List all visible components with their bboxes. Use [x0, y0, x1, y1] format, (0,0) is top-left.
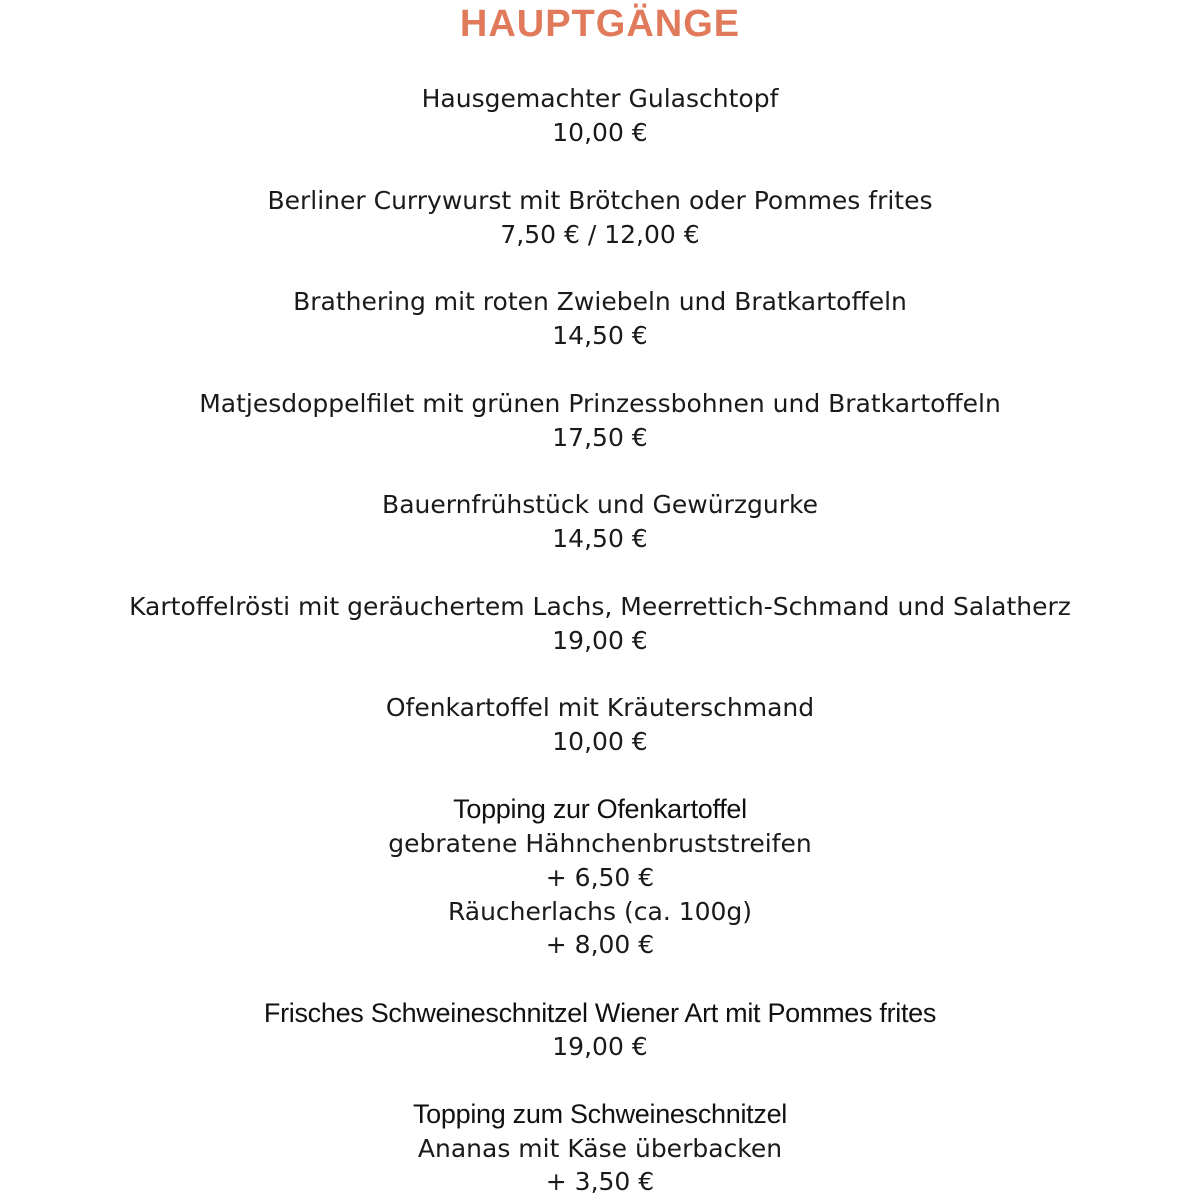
- dish-price: 7,50 € / 12,00 €: [500, 220, 700, 249]
- dish-name: Kartoffelrösti mit geräuchertem Lachs, Meerrettich-Schmand und Salatherz: [129, 592, 1071, 621]
- dish-price-schnitzel: 19,00 €: [552, 1032, 648, 1061]
- topping-name: Räucherlachs (ca. 100g): [447, 897, 753, 926]
- topping-heading-ofenkartoffel: Topping zur Ofenkartoffel: [453, 794, 747, 824]
- dish-name: Berliner Currywurst mit Brötchen oder Pommes frites: [267, 186, 933, 215]
- dish-name: Matjesdoppelfilet mit grünen Prinzessbohnen und Bratkartoffeln: [199, 389, 1001, 418]
- dish-name: Brathering mit roten Zwiebeln und Bratkartoffeln: [293, 287, 907, 316]
- dish-price: 10,00 €: [552, 118, 648, 147]
- dish-price: 14,50 €: [552, 321, 648, 350]
- topping-name: Ananas mit Käse überbacken: [417, 1134, 783, 1163]
- topping-price: + 3,50 €: [545, 1167, 655, 1196]
- dish-name: Hausgemachter Gulaschtopf: [421, 84, 779, 113]
- topping-heading-schnitzel: Topping zum Schweineschnitzel: [412, 1099, 787, 1129]
- dish-price: 10,00 €: [552, 727, 648, 756]
- dish-name: Ofenkartoffel mit Kräuterschmand: [385, 693, 815, 722]
- topping-price: + 8,00 €: [545, 930, 655, 959]
- menu-title: HAUPTGÄNGE: [459, 3, 741, 45]
- dish-price: 17,50 €: [552, 423, 648, 452]
- dish-name: Bauernfrühstück und Gewürzgurke: [382, 490, 818, 519]
- dish-name-schnitzel: Frisches Schweineschnitzel Wiener Art mit Pommes frites: [263, 998, 937, 1028]
- dish-price: 14,50 €: [552, 524, 648, 553]
- topping-price: + 6,50 €: [545, 863, 655, 892]
- topping-name: gebratene Hähnchenbruststreifen: [388, 829, 812, 858]
- dish-price: 19,00 €: [552, 626, 648, 655]
